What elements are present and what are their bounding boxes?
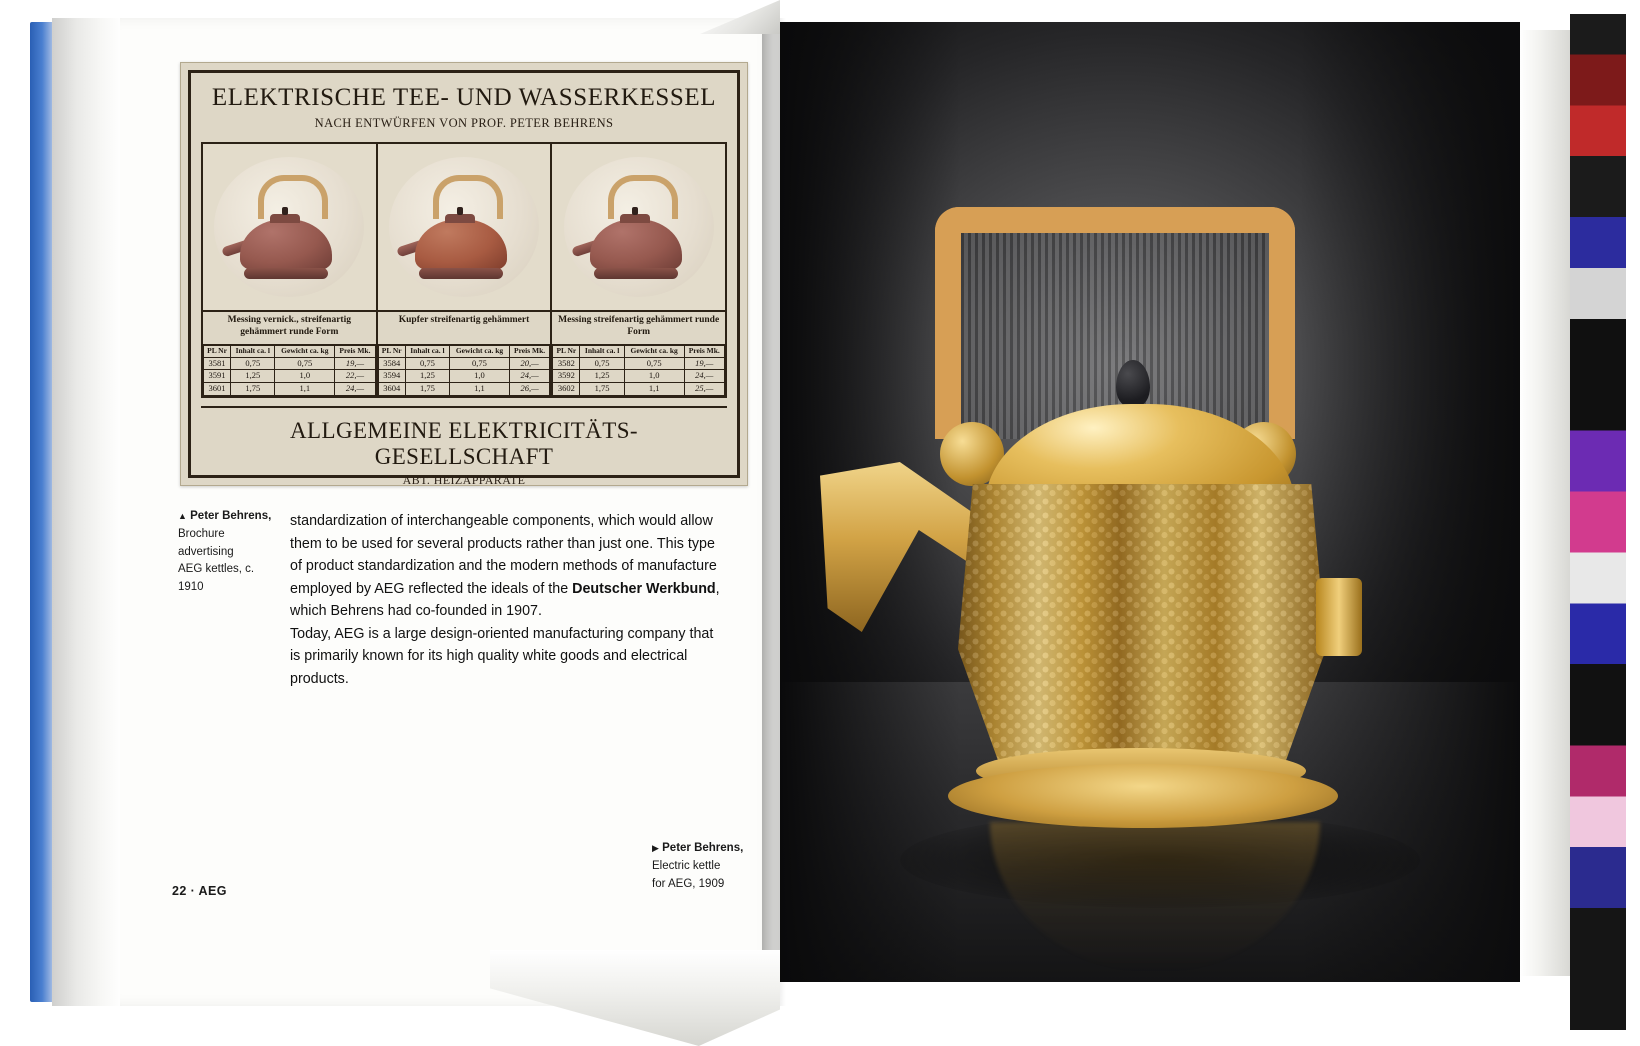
kettle-handle-icon xyxy=(258,175,328,219)
kettle-handle-icon xyxy=(608,175,678,219)
price-cell: 19,— xyxy=(335,357,376,370)
kettle-illustration-3 xyxy=(552,144,725,310)
price-cell: 3602 xyxy=(553,383,580,396)
kettle-oval xyxy=(389,157,539,297)
price-cell: 26,— xyxy=(509,383,550,396)
table-row xyxy=(378,357,550,370)
caption-marker-icon: ▲ xyxy=(178,511,187,521)
kettle-body-icon xyxy=(590,219,682,271)
price-table-header-cell: Inhalt ca. l xyxy=(231,346,275,358)
advert-department: ABT. HEIZAPPARATE xyxy=(402,472,526,487)
price-table-header-cell: PL Nr xyxy=(204,346,231,358)
kettle-knob-icon xyxy=(282,207,288,215)
price-table-heading: Messing streifenartig gehämmert runde Form xyxy=(552,312,725,345)
price-cell: 1,1 xyxy=(275,383,335,396)
book-cover-edge xyxy=(30,22,52,1002)
price-cell: 0,75 xyxy=(450,357,510,370)
body-text-column xyxy=(290,510,722,691)
price-cell: 1,75 xyxy=(580,383,624,396)
caption-marker-icon: ▶ xyxy=(652,843,659,853)
kettle-illustration-2 xyxy=(378,144,553,310)
price-table xyxy=(378,345,551,396)
price-cell: 24,— xyxy=(684,370,725,383)
body-text-part2: , which Behrens had co-founded in 1907. xyxy=(290,580,720,620)
price-cell: 24,— xyxy=(335,383,376,396)
kettle-photo-side-fitting xyxy=(1316,578,1362,656)
price-cell: 24,— xyxy=(509,370,550,383)
caption-title: Peter Behrens, xyxy=(662,842,744,854)
body-text-part1: standardization of interchangeable components, which would allow them to be used for several products rather than just one. This type of product standardization and the modern methods of manufacture employed by AEG reflected the ideals of the xyxy=(290,513,717,597)
kettle-base-icon xyxy=(594,268,678,279)
price-table-heading: Messing vernick., streifenartig gehämmert runde Form xyxy=(203,312,376,345)
advert-divider xyxy=(201,406,727,408)
price-table-column-1 xyxy=(203,312,378,396)
kettle-lid-icon xyxy=(270,214,300,223)
figure-caption-right xyxy=(652,840,764,893)
caption-line: Brochure advertising xyxy=(178,527,234,558)
figure-caption-left xyxy=(178,508,282,597)
kettle-lid-icon xyxy=(620,214,650,223)
kettle-base-icon xyxy=(419,268,503,279)
table-row xyxy=(204,383,376,396)
left-page xyxy=(120,18,780,1006)
price-cell: 0,75 xyxy=(275,357,335,370)
table-row xyxy=(378,383,550,396)
price-table-header-cell: Preis Mk. xyxy=(684,346,725,358)
kettle-photo-base xyxy=(948,764,1338,828)
advert-frame xyxy=(188,70,740,487)
kettle-photo-hammered-texture xyxy=(958,484,1326,784)
price-cell: 20,— xyxy=(509,357,550,370)
price-cell: 22,— xyxy=(335,370,376,383)
kettle-oval xyxy=(214,157,364,297)
price-table-header-cell: Gewicht ca. kg xyxy=(275,346,335,358)
price-cell: 3582 xyxy=(553,357,580,370)
price-cell: 1,1 xyxy=(624,383,684,396)
advert-title: ELEKTRISCHE TEE- UND WASSERKESSEL xyxy=(211,84,717,111)
right-page-photo xyxy=(780,22,1520,982)
page-folio: 22 · AEG xyxy=(172,884,227,898)
price-table xyxy=(203,345,376,396)
book-fore-edge-colors xyxy=(1570,14,1626,1030)
price-table-header-cell: Inhalt ca. l xyxy=(405,346,449,358)
price-cell: 25,— xyxy=(684,383,725,396)
price-cell: 1,25 xyxy=(231,370,275,383)
advert-kettle-illustrations xyxy=(201,142,727,310)
book-gutter xyxy=(762,18,786,1006)
price-cell: 1,75 xyxy=(231,383,275,396)
body-paragraph-2: Today, AEG is a large design-oriented manufacturing company that is primarily known for its high quality white goods and electrical products. xyxy=(290,625,714,688)
kettle-handle-icon xyxy=(433,175,503,219)
price-cell: 3592 xyxy=(553,370,580,383)
body-paragraph-1 xyxy=(290,510,722,623)
kettle-knob-icon xyxy=(457,207,463,215)
price-table-header-cell: Gewicht ca. kg xyxy=(624,346,684,358)
table-row xyxy=(553,383,725,396)
caption-line: Electric kettle xyxy=(652,859,721,872)
price-cell: 0,75 xyxy=(405,357,449,370)
price-cell: 1,0 xyxy=(624,370,684,383)
kettle-knob-icon xyxy=(632,207,638,215)
caption-line: AEG kettles, c. 1910 xyxy=(178,563,255,594)
price-table-header-cell: Inhalt ca. l xyxy=(580,346,624,358)
table-row xyxy=(204,357,376,370)
advert-subtitle: NACH ENTWÜRFEN VON PROF. PETER BEHRENS xyxy=(314,116,614,130)
price-table-header-cell: Preis Mk. xyxy=(509,346,550,358)
table-row xyxy=(553,370,725,383)
aeg-advert-figure xyxy=(180,62,748,486)
table-row xyxy=(553,357,725,370)
price-table-heading: Kupfer streifenartig gehämmert xyxy=(378,312,551,345)
price-cell: 1,75 xyxy=(405,383,449,396)
price-cell: 3581 xyxy=(204,357,231,370)
kettle-body-icon xyxy=(240,219,332,271)
body-text-bold: Deutscher Werkbund xyxy=(572,580,716,597)
left-page-block xyxy=(52,18,122,1006)
kettle-illustration-1 xyxy=(203,144,378,310)
price-cell: 1,0 xyxy=(275,370,335,383)
price-cell: 3584 xyxy=(378,357,405,370)
price-cell: 0,75 xyxy=(580,357,624,370)
price-table xyxy=(552,345,725,396)
price-table-header-cell: PL Nr xyxy=(553,346,580,358)
caption-title: Peter Behrens, xyxy=(190,510,272,522)
kettle-oval xyxy=(564,157,714,297)
price-cell: 3591 xyxy=(204,370,231,383)
price-table-column-3 xyxy=(552,312,725,396)
price-cell: 3601 xyxy=(204,383,231,396)
price-table-header-cell: Preis Mk. xyxy=(335,346,376,358)
price-cell: 1,25 xyxy=(580,370,624,383)
advert-company-name: ALLGEMEINE ELEKTRICITÄTS-GESELLSCHAFT xyxy=(290,417,638,469)
kettle-body-icon xyxy=(415,219,507,271)
caption-line: for AEG, 1909 xyxy=(652,877,725,890)
price-cell: 0,75 xyxy=(624,357,684,370)
price-cell: 19,— xyxy=(684,357,725,370)
right-page-block xyxy=(1520,30,1570,976)
price-cell: 1,25 xyxy=(405,370,449,383)
table-row xyxy=(378,370,550,383)
advert-price-tables xyxy=(201,310,727,398)
kettle-lid-icon xyxy=(445,214,475,223)
table-row xyxy=(204,370,376,383)
price-cell: 3594 xyxy=(378,370,405,383)
price-cell: 3604 xyxy=(378,383,405,396)
price-cell: 1,1 xyxy=(450,383,510,396)
kettle-base-icon xyxy=(244,268,328,279)
price-cell: 0,75 xyxy=(231,357,275,370)
kettle-photo-lid-knob xyxy=(1116,360,1150,406)
price-table-column-2 xyxy=(378,312,553,396)
price-table-header-cell: PL Nr xyxy=(378,346,405,358)
price-cell: 1,0 xyxy=(450,370,510,383)
price-table-header-cell: Gewicht ca. kg xyxy=(450,346,510,358)
